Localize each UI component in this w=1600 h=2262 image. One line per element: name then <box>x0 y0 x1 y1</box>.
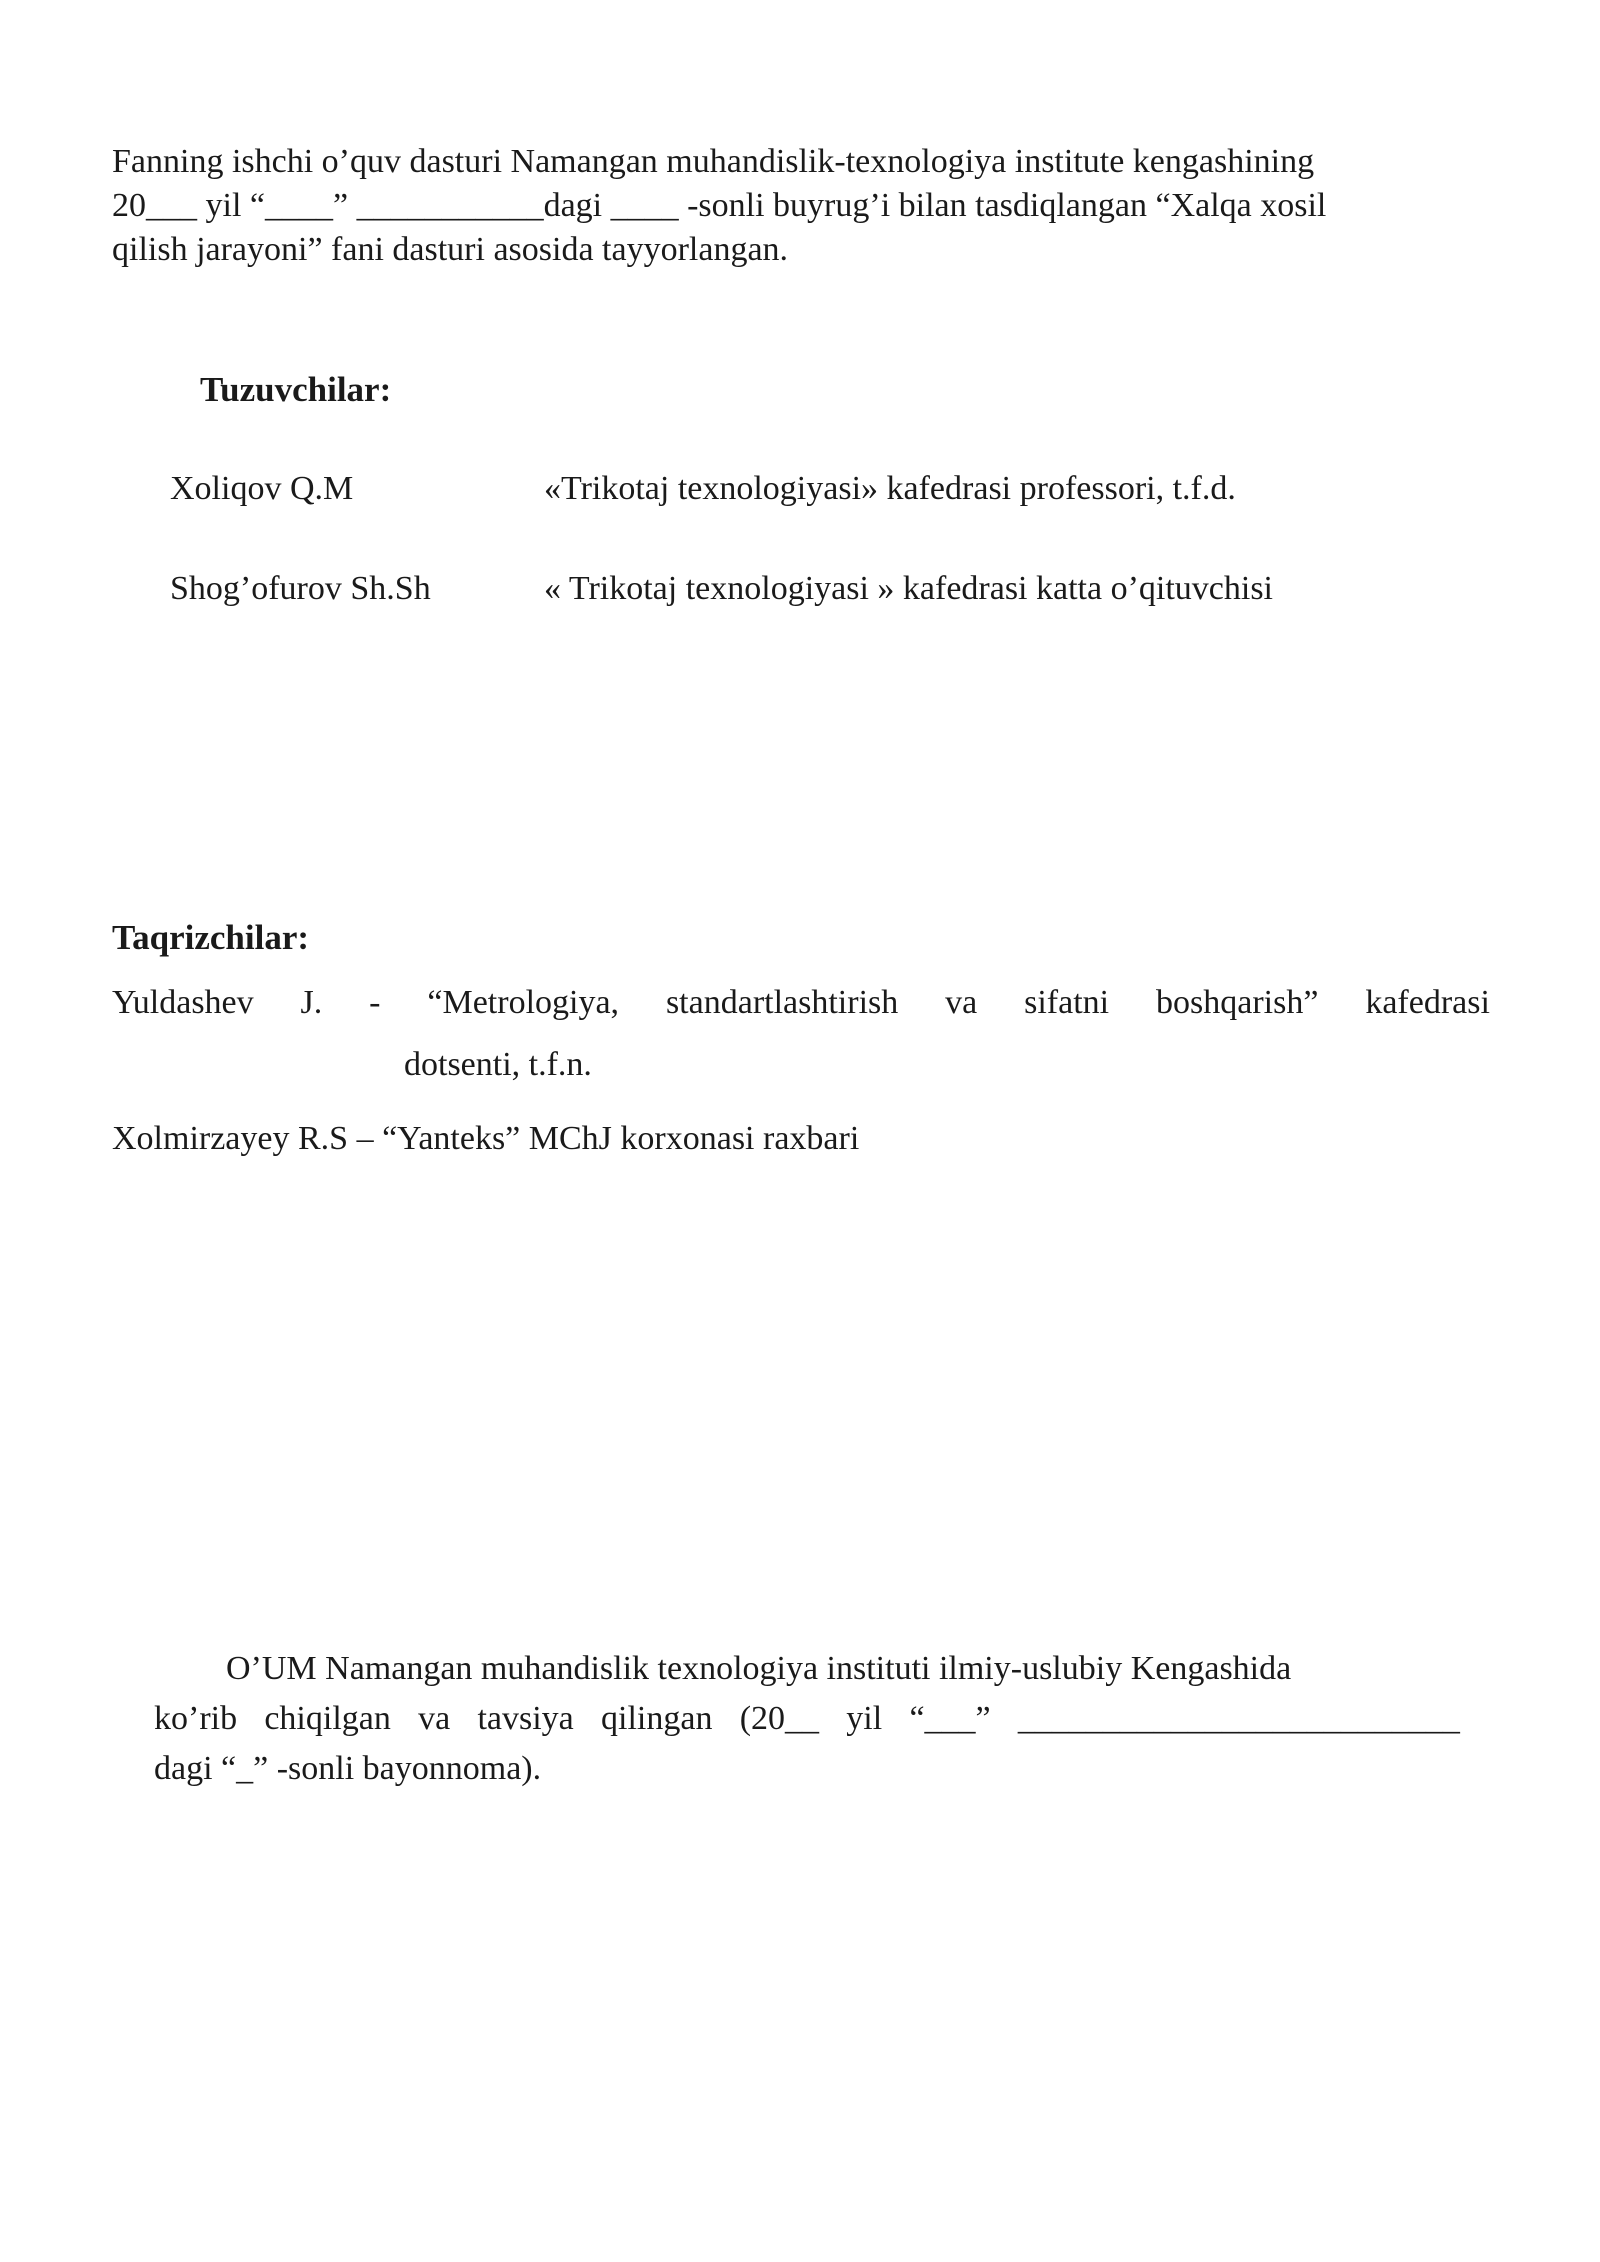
approval-word: (20__ <box>739 1700 820 1737</box>
approval-word: tavsiya <box>477 1700 574 1737</box>
author-name: Shog’ofurov Sh.Sh <box>170 570 431 607</box>
reviewer-entry <box>112 984 1490 1084</box>
approval-word: va <box>418 1700 451 1737</box>
approval-word: qilingan <box>601 1700 713 1737</box>
author-role: «Trikotaj texnologiyasi» kafedrasi professori, t.f.d. <box>544 470 1236 507</box>
authors-heading: Tuzuvchilar: <box>200 370 392 409</box>
approval-line: O’UM Namangan muhandislik texnologiya instituti ilmiy-uslubiy Kengashida <box>226 1650 1292 1687</box>
approval-word: “___” <box>909 1700 991 1737</box>
reviewer-word: Yuldashev <box>112 984 254 1021</box>
intro-line: 20___ yil “____” ___________dagi ____ -sonli buyrug’i bilan tasdiqlangan “Xalqa xosil <box>112 187 1327 224</box>
reviewer-continuation: dotsenti, t.f.n. <box>404 1046 592 1083</box>
reviewer-word: boshqarish” <box>1156 984 1319 1021</box>
reviewer-word: sifatni <box>1024 984 1110 1021</box>
reviewers-heading: Taqrizchilar: <box>112 918 310 957</box>
reviewer-word: J. <box>300 984 323 1021</box>
approval-word: ko’rib <box>154 1700 238 1737</box>
reviewer-word: standartlashtirish <box>665 984 899 1021</box>
reviewer-line <box>112 984 1490 1022</box>
reviewer-word: va <box>945 984 978 1021</box>
intro-line: Fanning ishchi o’quv dasturi Namangan muhandislik-texnologiya institute kengashining <box>112 143 1315 180</box>
approval-line: dagi “_” -sonli bayonnoma). <box>154 1750 542 1787</box>
intro-line: qilish jarayoni” fani dasturi asosida tayyorlangan. <box>112 231 789 268</box>
reviewer-entry: Xolmirzayey R.S – “Yanteks” MChJ korxonasi raxbari <box>112 1120 860 1157</box>
reviewer-word: kafedrasi <box>1365 984 1490 1021</box>
reviewer-word: - <box>369 984 381 1021</box>
reviewer-word: “Metrologiya, <box>427 984 620 1021</box>
intro-paragraph <box>112 140 1492 272</box>
approval-word: chiqilgan <box>264 1700 391 1737</box>
author-name: Xoliqov Q.M <box>170 470 354 507</box>
approval-paragraph <box>154 1644 1460 1794</box>
approval-line <box>154 1694 1460 1744</box>
approval-word: __________________________ <box>1017 1700 1460 1737</box>
approval-word: yil <box>846 1700 883 1737</box>
author-role: « Trikotaj texnologiyasi » kafedrasi katta o’qituvchisi <box>544 570 1274 607</box>
